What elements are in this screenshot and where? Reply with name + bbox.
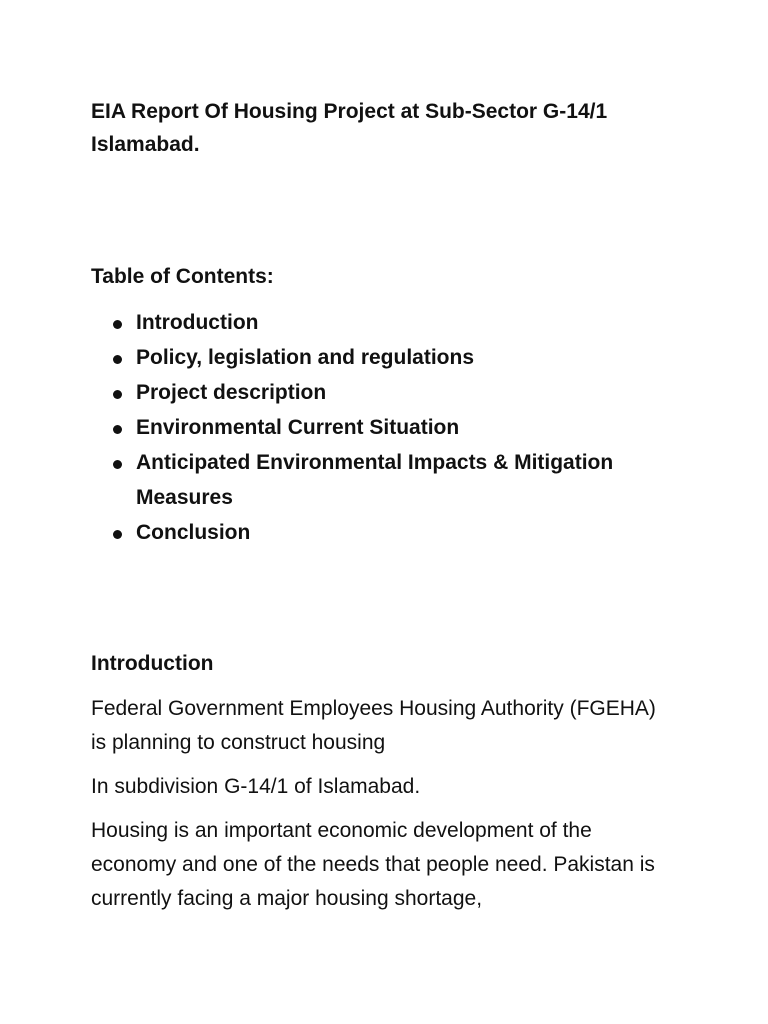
toc-item-label: Policy, legislation and regulations	[136, 346, 475, 369]
toc-item-environmental-situation	[91, 411, 671, 446]
toc-list	[91, 306, 671, 551]
bullet-icon	[113, 390, 122, 399]
toc-item-introduction	[91, 306, 671, 341]
bullet-icon	[113, 530, 122, 539]
introduction-paragraph: In subdivision G-14/1 of Islamabad.	[91, 775, 421, 798]
introduction-heading: Introduction	[91, 652, 214, 675]
toc-item-policy	[91, 341, 671, 376]
toc-item-label: Conclusion	[136, 520, 251, 544]
document-title: EIA Report Of Housing Project at Sub-Sector G-14/1 Islamabad.	[91, 100, 608, 156]
introduction-paragraph: Housing is an important economic development of the economy and one of the needs that people need. Pakistan is currently facing a major housing shortage,	[91, 819, 655, 910]
introduction-paragraph: Federal Government Employees Housing Authority (FGEHA) is planning to construct housing	[91, 697, 656, 754]
bullet-icon	[113, 460, 122, 469]
bullet-icon	[113, 425, 122, 434]
toc-item-conclusion	[91, 516, 671, 551]
toc-item-label: Anticipated Environmental Impacts & Mitigation Measures	[136, 451, 614, 509]
bullet-icon	[113, 355, 122, 364]
toc-item-label: Introduction	[136, 311, 259, 334]
bullet-icon	[113, 320, 122, 329]
toc-item-impacts-mitigation	[91, 446, 671, 515]
toc-item-label: Project description	[136, 381, 327, 404]
toc-heading: Table of Contents:	[91, 265, 274, 288]
toc-item-label: Environmental Current Situation	[136, 416, 460, 439]
toc-item-project-description	[91, 376, 671, 411]
